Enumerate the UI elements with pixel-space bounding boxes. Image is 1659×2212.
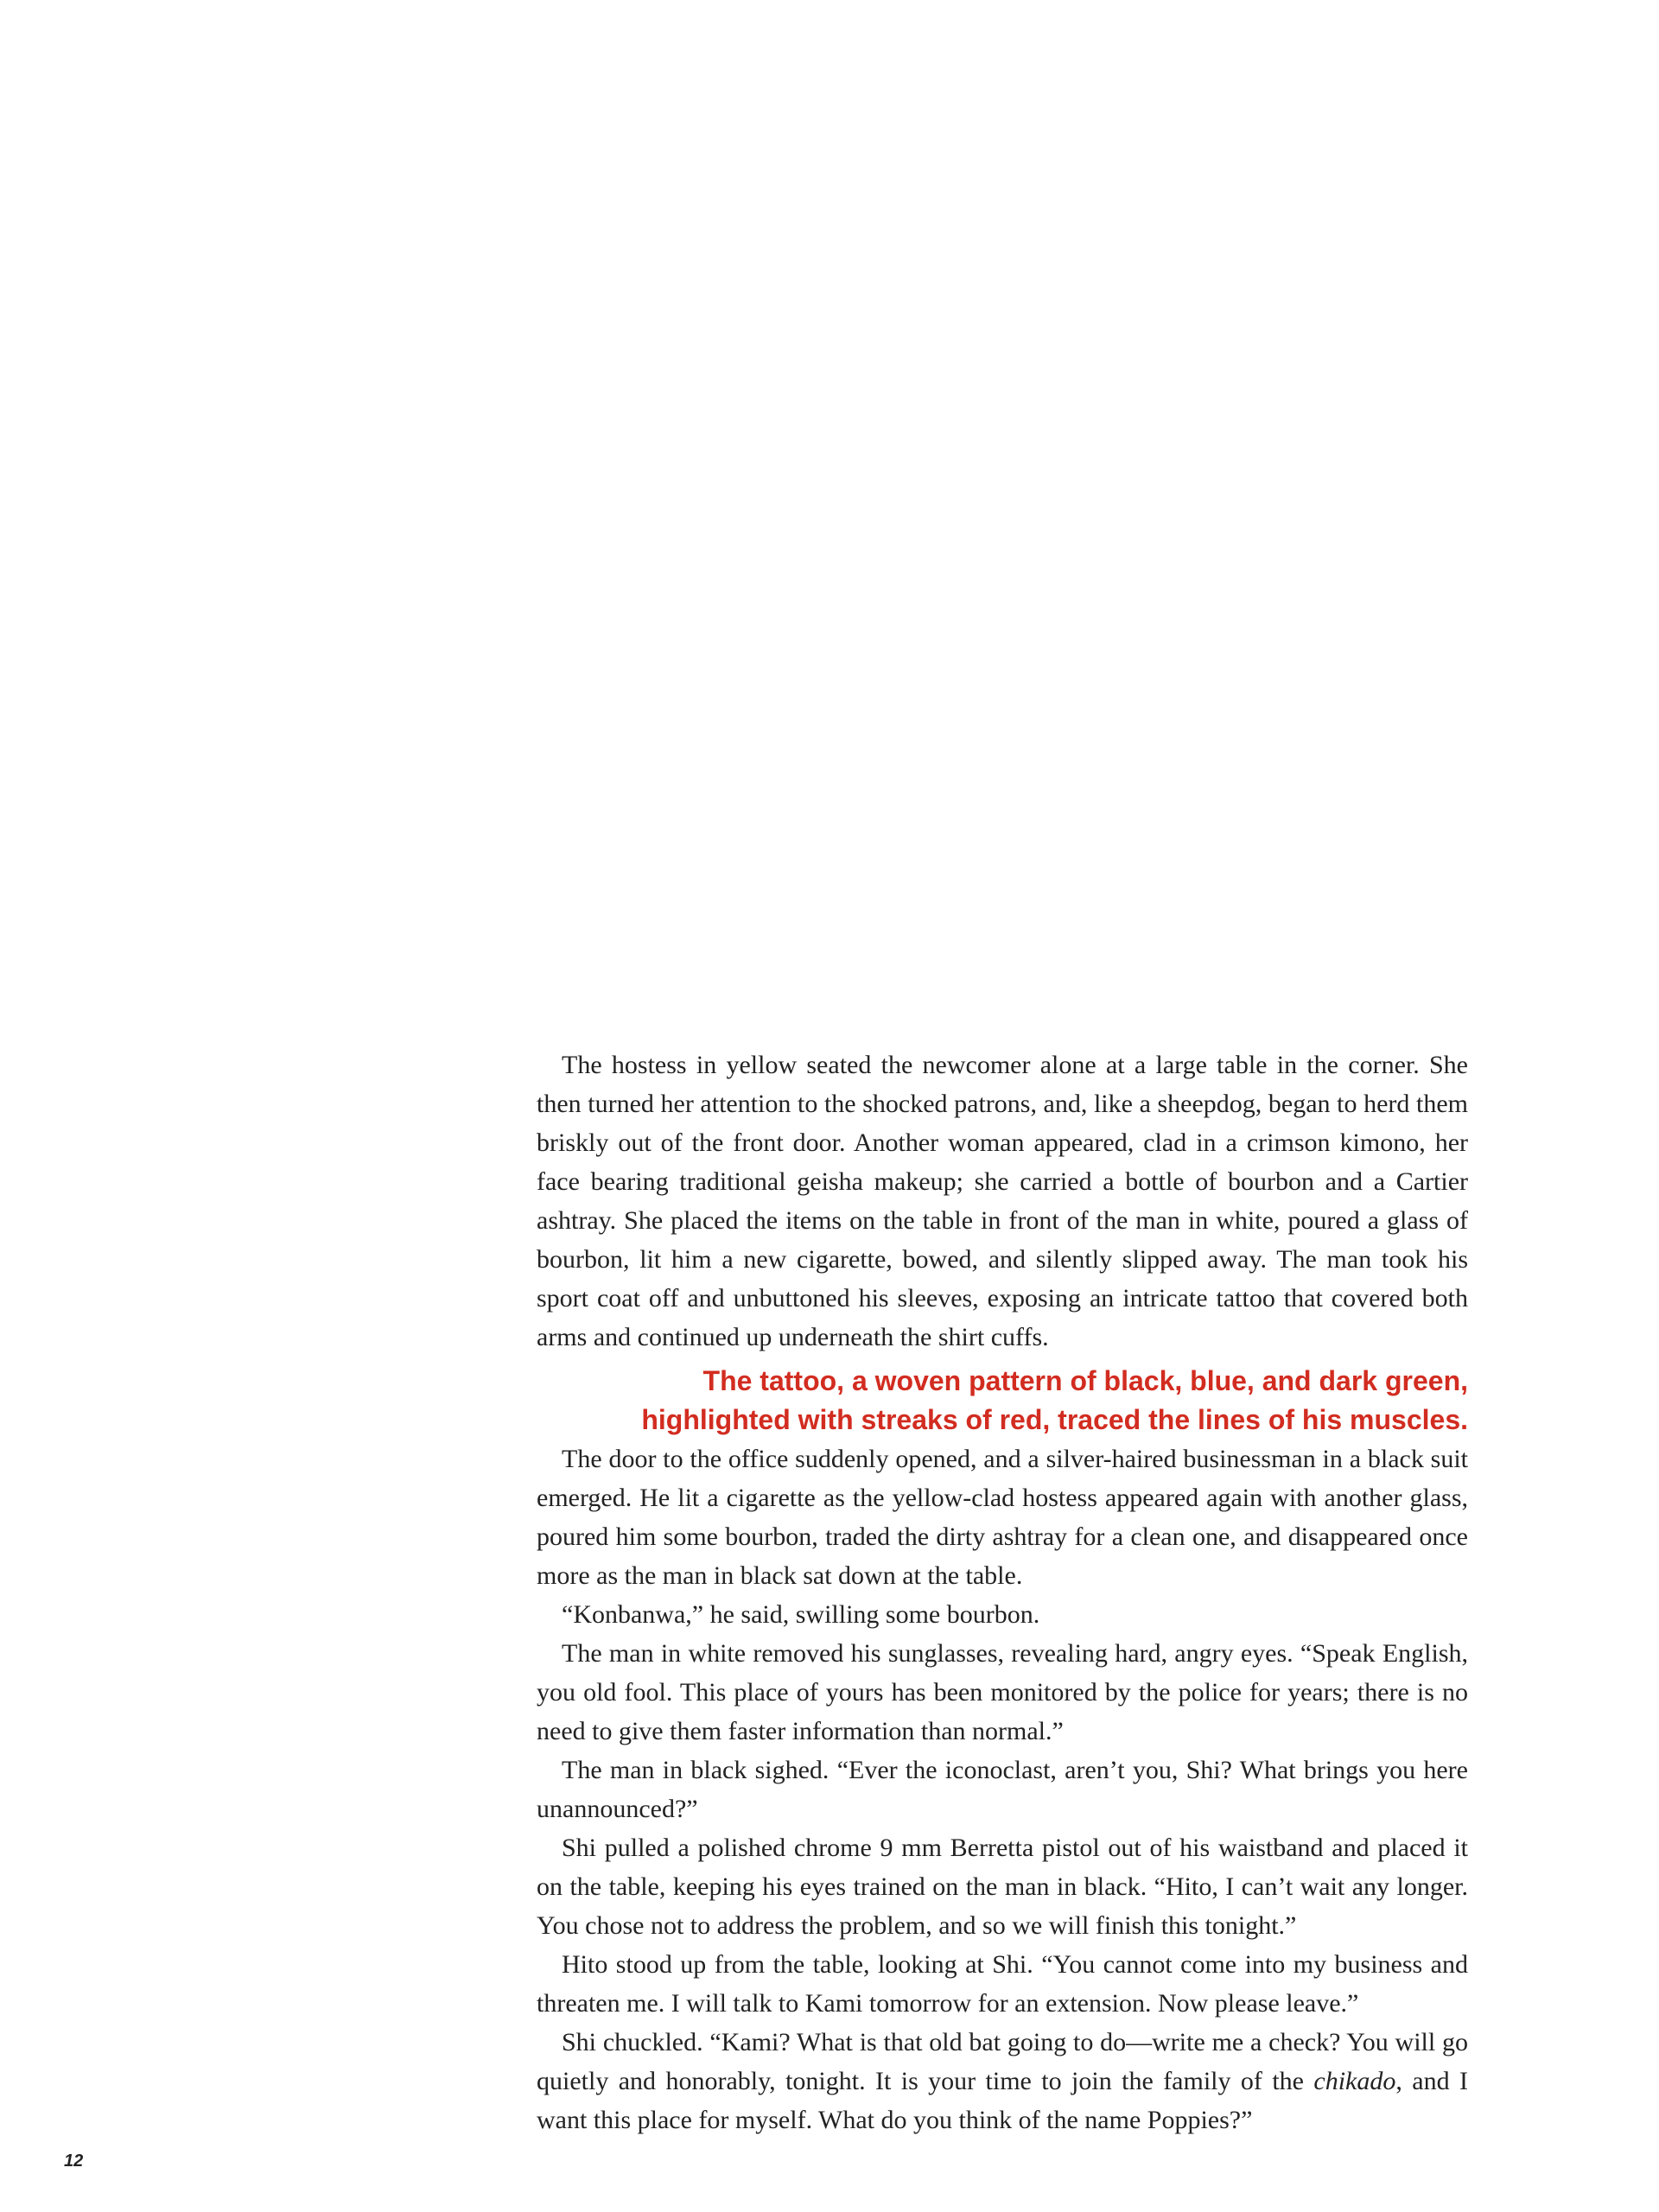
paragraph-last [537, 2023, 1468, 2139]
text-run: , and I want this place for myself. What do you think of the name Poppies?” [537, 2067, 1468, 2134]
pull-quote-line-1: The tattoo, a woven pattern of black, blue, and dark green, [702, 1365, 1468, 1396]
body-text-block-1 [537, 1046, 1468, 1357]
italic-word: chikado [1313, 2067, 1396, 2095]
text-run: Shi chuckled. “Kami? What is that old bat going to do—write me a check? You will go quietly and honorably, tonight. It is your time to join the family of the [537, 2028, 1468, 2095]
paragraph: Shi pulled a polished chrome 9 mm Berretta pistol out of his waistband and placed it on the table, keeping his eyes trained on the man in black. “Hito, I can’t wait any longer. You chose not to address the problem, and so we will finish this tonight.” [537, 1834, 1468, 1940]
paragraph: The hostess in yellow seated the newcomer alone at a large table in the corner. She then turned her attention to the shocked patrons, and, like a sheepdog, began to herd them briskly out of the front door. Another woman appeared, clad in a crimson kimono, her face bearing traditional geisha makeup; she carried a bottle of bourbon and a Cartier ashtray. She placed the items on the table in front of the man in white, poured a glass of bourbon, lit him a new cigarette, bowed, and silently slipped away. The man took his sport coat off and unbuttoned his sleeves, exposing an intricate tattoo that covered both arms and continued up underneath the shirt cuffs. [537, 1051, 1468, 1351]
page-number: 12 [64, 2152, 84, 2171]
paragraph: The door to the office suddenly opened, and a silver-haired businessman in a black suit emerged. He lit a cigarette as the yellow-clad hostess appeared again with another glass, poured him some bourbon, traded the dirty ashtray for a clean one, and disappeared once more as the man in black sat down at the table. [537, 1445, 1468, 1590]
pull-quote-line-2: highlighted with streaks of red, traced the lines of his muscles. [641, 1404, 1468, 1435]
paragraph: “Konbanwa,” he said, swilling some bourbon. [562, 1600, 1040, 1629]
body-text-block-2 [537, 1440, 1468, 2139]
paragraph: The man in black sighed. “Ever the iconoclast, aren’t you, Shi? What brings you here unannounced?” [537, 1756, 1468, 1823]
paragraph: The man in white removed his sunglasses, revealing hard, angry eyes. “Speak English, you old fool. This place of yours has been monitored by the police for years; there is no need to give them faster information than normal.” [537, 1639, 1468, 1745]
pull-quote [372, 1362, 1468, 1440]
paragraph: Hito stood up from the table, looking at Shi. “You cannot come into my business and threaten me. I will talk to Kami tomorrow for an extension. Now please leave.” [537, 1950, 1468, 2018]
